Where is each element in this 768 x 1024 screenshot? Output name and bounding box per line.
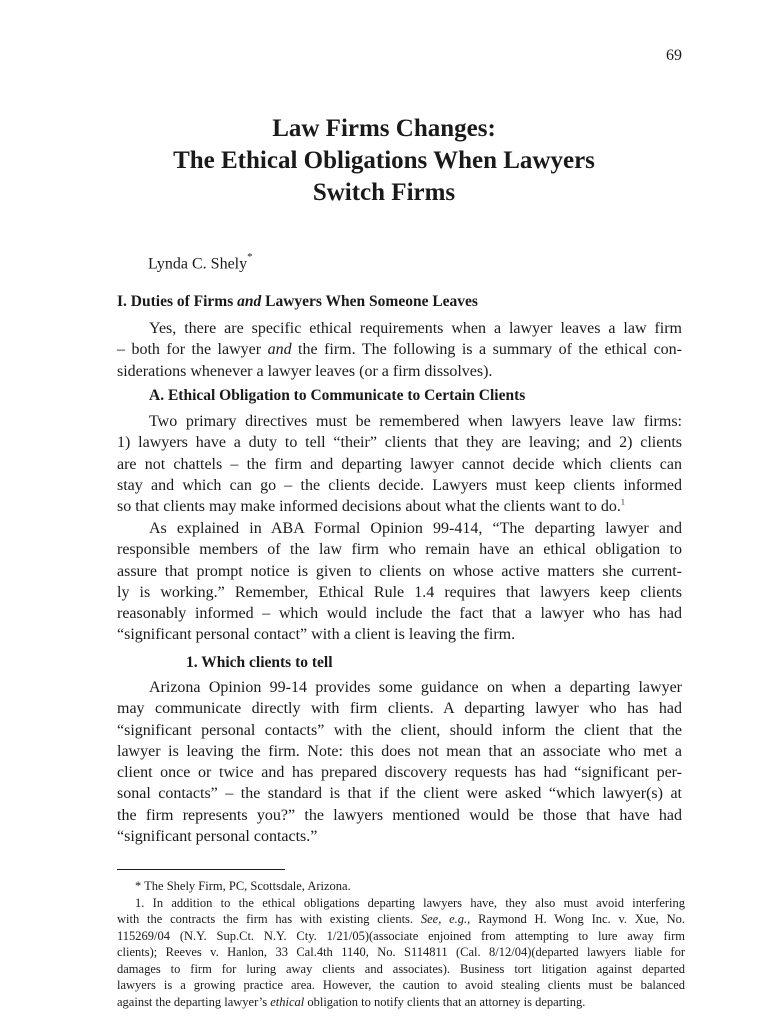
footnote-divider: [117, 869, 285, 870]
paragraph-line: Two primary directives must be remembered when lawyers leave law firms:: [149, 413, 682, 430]
paragraph-line: “significant personal contacts” with the client, should inform the client that the: [117, 721, 682, 739]
paragraph-line: the firm represents you?” the lawyers mentioned would be those that have had: [117, 806, 682, 824]
paragraph-1: [117, 318, 682, 382]
paragraph-line: ly is working.” Remember, Ethical Rule 1.4 requires that lawyers keep clients: [117, 583, 682, 601]
paragraph-line: 1) lawyers have a duty to tell “their” clients that they are leaving; and 2) clients: [117, 434, 682, 452]
paragraph-line: Yes, there are specific ethical requirements when a lawyer leaves a law firm: [149, 320, 682, 337]
text-span: with the contracts the firm has with existing clients.: [117, 912, 421, 926]
paragraph-2: [117, 411, 682, 517]
subsection-a-title: A. Ethical Obligation to Communicate to Certain Clients: [149, 387, 526, 404]
text-span: so that clients may make informed decisions about what the clients want to do.: [117, 498, 621, 516]
page-number: 69: [666, 47, 682, 64]
text-span: against the departing lawyer’s: [117, 994, 271, 1009]
paragraph-line: reasonably informed – which would include the fact that a lawyer who has had: [117, 605, 682, 623]
subsection-1-heading: [117, 652, 682, 673]
author-footnote-mark: *: [247, 251, 253, 263]
text-span: – both for the lawyer: [117, 341, 268, 359]
text-span: the firm. The following is a summary of the ethical con-: [291, 341, 682, 359]
paragraph-4: [117, 677, 682, 847]
footnote-star: * The Shely Firm, PC, Scottsdale, Arizona.: [135, 879, 351, 893]
paragraph-line: lawyer is leaving the firm. Note: this does not mean that an associate who met a: [117, 742, 682, 760]
article-title: [0, 113, 768, 209]
author-byline: [148, 253, 253, 273]
section-heading: [117, 291, 682, 312]
paragraph-line: are not chattels – the firm and departing lawyer cannot decide which clients can: [117, 455, 682, 473]
paragraph-line: siderations whenever a lawyer leaves (or a firm dissolves).: [117, 362, 493, 380]
emphasis: See, e.g.,: [420, 912, 471, 926]
author-name: Lynda C. Shely: [148, 255, 248, 273]
footnote-1-line: [117, 994, 685, 1011]
emphasis: ethical: [270, 994, 305, 1009]
footnote-1-line: damages to firm for luring away clients and associates). Business tort litigation against departed: [117, 961, 685, 976]
paragraph-line: may communicate directly with firm clients. A departing lawyer who has had: [117, 700, 682, 718]
paragraph-line: assure that prompt notice is given to clients on whose active matters she current-: [117, 562, 682, 580]
footnote-1-line: 1. In addition to the ethical obligations departing lawyers have, they also must avoid interfering: [135, 895, 685, 910]
section-heading-part2: Lawyers When Someone Leaves: [261, 293, 478, 310]
paragraph-3: [117, 518, 682, 646]
text-span: Raymond H. Wong Inc. v. Xue, No.: [470, 912, 685, 926]
footnotes: [117, 878, 685, 1010]
paragraph-line: [117, 496, 682, 517]
section-heading-emphasis: and: [237, 293, 262, 310]
paragraph-line: Arizona Opinion 99-14 provides some guidance on when a departing lawyer: [149, 679, 682, 696]
footnote-1-line: [117, 911, 685, 928]
subsection-a-heading: [117, 385, 682, 406]
paragraph-line: client once or twice and has prepared discovery requests has had “significant per-: [117, 764, 682, 782]
paragraph-line: [117, 339, 682, 360]
text-span: obligation to notify clients that an attorney is departing.: [304, 994, 586, 1009]
paragraph-line: responsible members of the law firm who remain have an ethical obligation to: [117, 541, 682, 559]
subsection-1-title: 1. Which clients to tell: [186, 654, 333, 671]
footnote-1-line: 115269/04 (N.Y. Sup.Ct. N.Y. Cty. 1/21/05)(associate enjoined from attempting to lure away firm: [117, 928, 685, 943]
emphasis: and: [267, 341, 292, 359]
title-line-3: Switch Firms: [312, 179, 456, 206]
title-line-1: Law Firms Changes:: [272, 115, 496, 142]
paragraph-line: sonal contacts” – the standard is that if the client were asked “which lawyer(s) at: [117, 785, 682, 803]
paragraph-line: stay and which can go – the clients decide. Lawyers must keep clients informed: [117, 476, 682, 494]
footnote-1-line: clients); Reeves v. Hanlon, 33 Cal.4th 1140, No. S114811 (Cal. 8/12/04)(departed lawyers liable for: [117, 945, 685, 959]
title-line-2: The Ethical Obligations When Lawyers: [173, 147, 595, 174]
section-heading-part1: I. Duties of Firms: [117, 293, 238, 310]
footnote-ref-1: 1: [620, 497, 625, 507]
paragraph-line: As explained in ABA Formal Opinion 99-414, “The departing lawyer and: [149, 520, 682, 537]
paragraph-line: “significant personal contact” with a client is leaving the firm.: [117, 626, 516, 644]
footnote-1-line: lawyers is a growing practice area. However, the caution to avoid stealing clients must be balanced: [117, 978, 685, 992]
paragraph-line: “significant personal contacts.”: [117, 828, 318, 846]
